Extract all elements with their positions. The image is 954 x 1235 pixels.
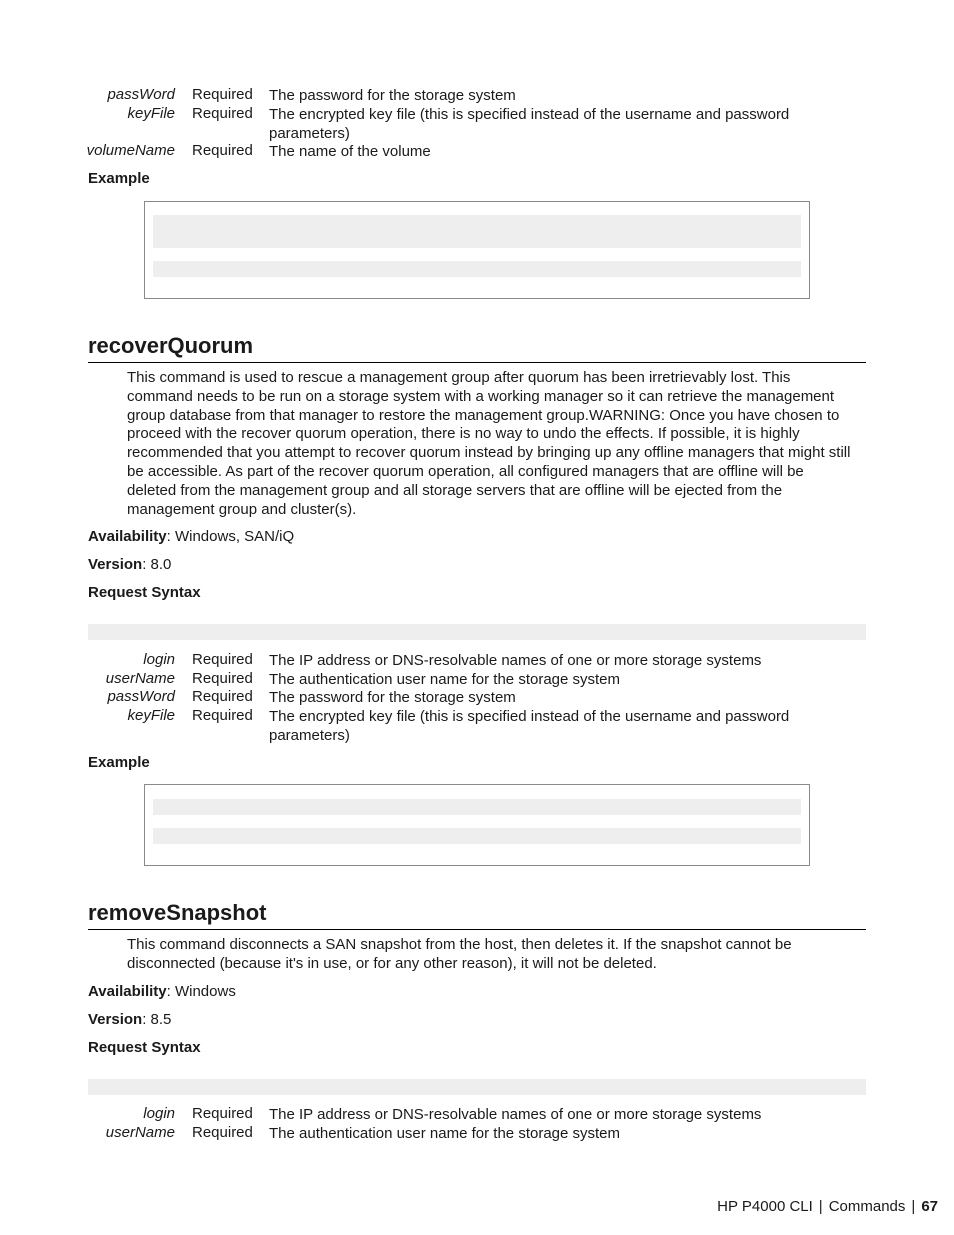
param-description: The IP address or DNS-resolvable names of one or more storage systems <box>269 652 762 669</box>
availability-line <box>88 528 294 545</box>
param-required: Required <box>192 86 253 103</box>
request-syntax-heading: Request Syntax <box>88 1039 201 1056</box>
param-name: userName <box>105 670 175 687</box>
param-required: Required <box>192 1124 253 1141</box>
section-title-remove-snapshot: removeSnapshot <box>88 900 267 925</box>
code-line <box>153 215 801 248</box>
param-required: Required <box>192 1105 253 1122</box>
code-line <box>153 828 801 844</box>
param-name: keyFile <box>127 105 175 122</box>
request-syntax-heading: Request Syntax <box>88 584 201 601</box>
param-required: Required <box>192 105 253 122</box>
param-description: The authentication user name for the storage system <box>269 1125 621 1142</box>
param-description: The password for the storage system <box>269 87 516 104</box>
availability-line <box>88 983 236 1000</box>
param-required: Required <box>192 651 253 668</box>
param-description: The encrypted key file (this is specified instead of the username and password parameters) <box>269 106 790 142</box>
availability-value: : Windows, SAN/iQ <box>166 528 295 545</box>
availability-value: : Windows <box>166 983 236 1000</box>
param-name: passWord <box>107 688 175 705</box>
param-required: Required <box>192 142 253 159</box>
version-line <box>88 1011 171 1028</box>
param-required: Required <box>192 707 253 724</box>
param-name: keyFile <box>127 707 175 724</box>
param-name: passWord <box>107 86 175 103</box>
section-description: This command is used to rescue a management group after quorum has been irretrievably lost. This command needs to be run on a storage system with a working manager so it can retrieve the management group database from that manager to restore the management group.WARNING: Once you have chosen to proceed with the recover quorum operation, there is no way to undo the effects. If possible, it is highly recommended that you attempt to recover quorum instead by bringing up any offline managers that might still be accessible. As part of the recover quorum operation, all configured managers that are offline will be deleted from the management group and all storage servers that are offline will be ejected from the management group and cluster(s). <box>127 369 851 518</box>
example-heading: Example <box>88 170 150 187</box>
footer-separator: | <box>911 1198 916 1215</box>
code-line <box>153 799 801 815</box>
param-description: The authentication user name for the storage system <box>269 671 621 688</box>
example-code-box <box>144 784 810 866</box>
param-name: login <box>143 1105 175 1122</box>
section-divider <box>88 362 866 363</box>
param-description: The encrypted key file (this is specified instead of the username and password parameters) <box>269 708 790 744</box>
section-title-recover-quorum: recoverQuorum <box>88 333 254 358</box>
example-heading: Example <box>88 754 150 771</box>
availability-label: Availability <box>88 528 167 545</box>
section-description: This command disconnects a SAN snapshot from the host, then deletes it. If the snapshot cannot be disconnected (because it's in use, or for any other reason), it will not be deleted. <box>127 936 792 972</box>
version-label: Version <box>88 556 143 573</box>
footer-section: Commands <box>828 1198 906 1215</box>
page-number: 67 <box>921 1198 938 1215</box>
param-name: volumeName <box>86 142 175 159</box>
version-value: : 8.5 <box>142 1011 172 1028</box>
availability-label: Availability <box>88 983 167 1000</box>
param-description: The password for the storage system <box>269 689 516 706</box>
footer-doc-title: HP P4000 CLI <box>717 1198 813 1215</box>
param-description: The name of the volume <box>269 143 431 160</box>
version-label: Version <box>88 1011 143 1028</box>
example-code-box <box>144 201 810 299</box>
version-value: : 8.0 <box>142 556 172 573</box>
param-required: Required <box>192 688 253 705</box>
version-line <box>88 556 171 573</box>
param-required: Required <box>192 670 253 687</box>
code-line <box>153 261 801 277</box>
param-description: The IP address or DNS-resolvable names of one or more storage systems <box>269 1106 762 1123</box>
param-name: userName <box>105 1124 175 1141</box>
request-syntax-code <box>88 624 866 640</box>
request-syntax-code <box>88 1079 866 1095</box>
footer-separator: | <box>818 1198 823 1215</box>
section-divider <box>88 929 866 930</box>
page-footer <box>717 1198 938 1215</box>
param-name: login <box>143 651 175 668</box>
